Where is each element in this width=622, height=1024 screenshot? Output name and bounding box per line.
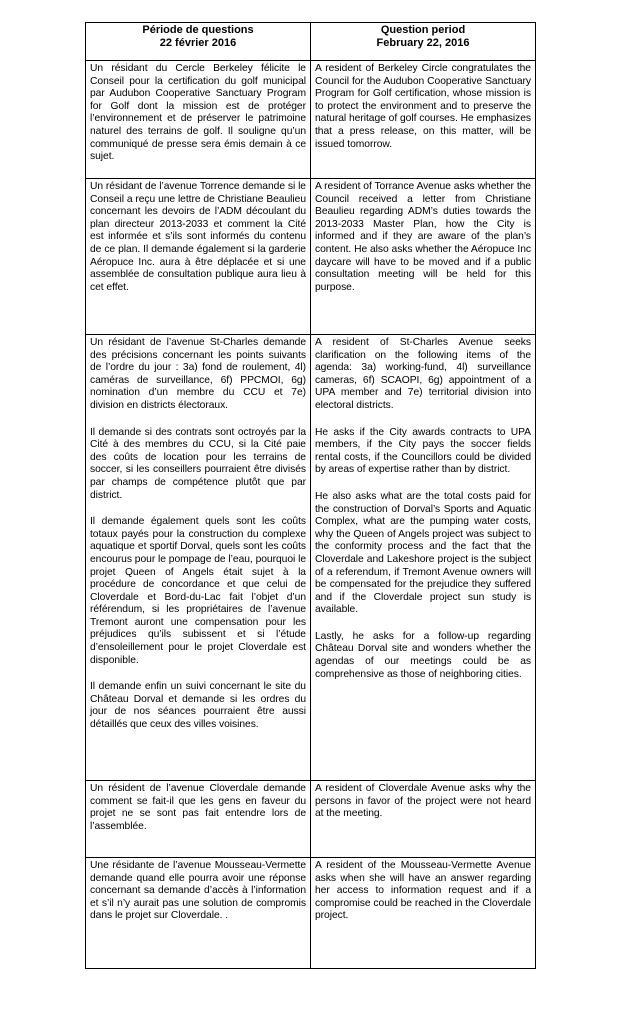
french-cell xyxy=(86,335,311,781)
table-row xyxy=(86,335,536,781)
french-header-title: Période de questions xyxy=(142,24,254,36)
french-paragraph: Il demande si des contrats sont octroyés par la Cité à des membres du CCU, si la Cité paie des coûts de location pour les terrains de soccer, si les conseillers pourraient être divisés par champs de compétence plutôt que par district. xyxy=(90,426,306,501)
table-row xyxy=(86,179,536,335)
french-paragraph: Une résidante de l’avenue Mousseau-Vermette demande quand elle pourra avoir une réponse concernant sa demande d’accès à l’information et s’il n’y aurait pas une solution de compromis dans le projet sur Cloverdale. . xyxy=(90,860,306,922)
english-paragraph: A resident of Cloverdale Avenue asks why the persons in favor of the project were not heard at the meeting. xyxy=(315,783,531,820)
french-column-header xyxy=(86,23,311,61)
table-row xyxy=(86,61,536,179)
english-paragraph: He asks if the City awards contracts to UPA members, if the City pays the soccer fields rental costs, if the Councillors could be divided by areas of expertise rather than by district. xyxy=(315,426,531,476)
table-row xyxy=(86,858,536,969)
french-cell xyxy=(86,858,311,969)
english-cell xyxy=(311,179,536,335)
english-cell xyxy=(311,61,536,179)
english-paragraph: A resident of St-Charles Avenue seeks clarification on the following items of the agenda: 3a) working-fund, 4l) surveillance cameras, 6f) SCAOPI, 6g) appointment of a UPA member and 7e) territorial division into electoral districts. xyxy=(315,337,531,411)
english-paragraph: He also asks what are the total costs paid for the construction of Dorval’s Sports and Aquatic Complex, what are the pumping water costs, why the Queen of Angels project was subject to the conformity process and the fact that the Cloverdale and Lakeshore project is the subject of a referendum, if Tremont Avenue owners will be compensated for the prejudice they suffered and if the Cloverdale project sun study is available. xyxy=(315,490,531,616)
english-column-header xyxy=(311,23,536,61)
table-header-row xyxy=(86,23,536,61)
english-header-title: Question period xyxy=(380,24,466,36)
english-cell xyxy=(311,858,536,969)
french-paragraph: Il demande également quels sont les coûts totaux payés pour la construction du complexe aquatique et sportif Dorval, quels sont les coûts encourus pour le pompage de l’eau, pourquoi le projet Queen of Angels était sujet à la procédure de concordance et que celui de Cloverdale et Bord-du-Lac fait l’objet d’un référendum, si les propriétaires de l’avenue Tremont auront une compensation pour les préjudices qu’ils subissent et si l’étude d’ensoleillement pour le projet Cloverdale est disponible. xyxy=(90,516,306,666)
english-paragraph: A resident of Berkeley Circle congratulates the Council for the Audubon Cooperative Sanctuary Program for Golf certification, whose mission is to protect the environment and to preserve the natural heritage of golf courses. He emphasizes that a press release, on this matter, will be issued tomorrow. xyxy=(315,63,531,150)
english-cell xyxy=(311,781,536,858)
question-period-table xyxy=(85,22,536,969)
english-header-date: February 22, 2016 xyxy=(376,37,470,49)
french-paragraph: Un résidant de l’avenue St-Charles demande des précisions concernant les points suivants de l’ordre du jour : 3a) fond de roulement, 4l) caméras de surveillance, 6f) PPCMOI, 6g) nomination d’un membre du CCU et 7e) division en districts électoraux. xyxy=(90,337,306,411)
english-paragraph: Lastly, he asks for a follow-up regarding Château Dorval site and wonders whether the agendas of our meetings could be as comprehensive as those of neighboring cities. xyxy=(315,630,531,680)
french-paragraph: Un résidant de l’avenue Torrence demande si le Conseil a reçu une lettre de Christiane Beaulieu concernant les devoirs de l’ADM découlant du plan directeur 2013-2033 et comment la Cité est informée et s’ils sont informés du contenu de ce plan. Il demande également si la garderie Aéropuce Inc. aura à être déplacée et si une assemblée de consultation publique aura lieu à cet effet. xyxy=(90,181,306,293)
french-cell xyxy=(86,781,311,858)
english-paragraph: A resident of the Mousseau-Vermette Avenue asks when she will have an answer regarding her access to information request and if a compromise could be reached in the Cloverdale project. xyxy=(315,860,531,922)
french-cell xyxy=(86,61,311,179)
french-paragraph: Un résidant du Cercle Berkeley félicite le Conseil pour la certification du golf municipal par Audubon Cooperative Sanctuary Program for Golf dont la mission est de protéger l’environnement et de préserver le patrimoine naturel des terrains de golf. Il souligne qu’un communiqué de presse sera émis demain à ce sujet. xyxy=(90,63,306,163)
french-paragraph: Un résident de l’avenue Cloverdale demande comment se fait-il que les gens en faveur du projet ne se sont pas fait entendre lors de l’assemblée. xyxy=(90,783,306,832)
table-row xyxy=(86,781,536,858)
english-cell xyxy=(311,335,536,781)
french-paragraph: Il demande enfin un suivi concernant le site du Château Dorval et demande si les ordres du jour de nos séances pourraient être aussi détaillés que ceux des villes voisines. xyxy=(90,681,306,731)
french-cell xyxy=(86,179,311,335)
french-header-date: 22 février 2016 xyxy=(159,37,237,49)
english-paragraph: A resident of Torrance Avenue asks whether the Council received a letter from Christiane Beaulieu regarding ADM’s duties towards the 2013-2033 Master Plan, how the City is informed and if they are aware of the plan’s content. He also asks whether the Aéropuce Inc daycare will have to be moved and if a public consultation meeting will be held for this purpose. xyxy=(315,181,531,293)
